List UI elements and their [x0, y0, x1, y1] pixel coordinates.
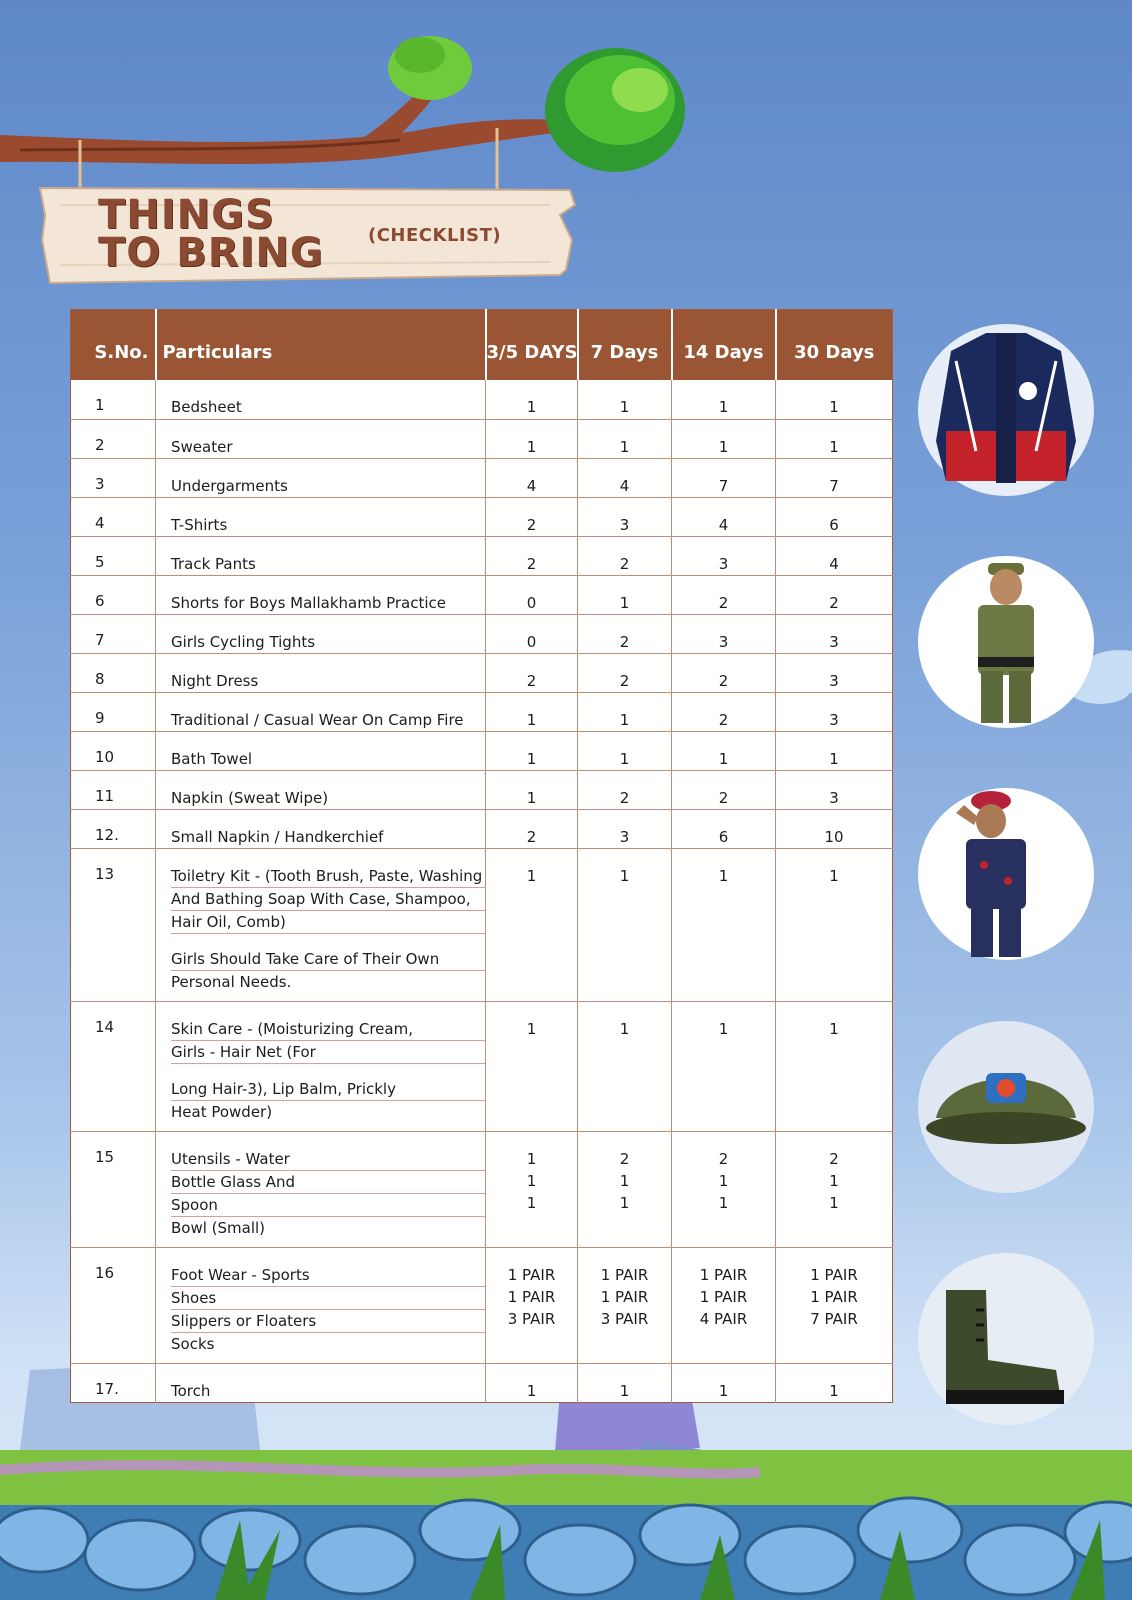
quantity-cell-d7: [578, 653, 672, 692]
quantity-value: 3: [829, 710, 839, 729]
particulars-line: Small Napkin / Handkerchief: [171, 827, 384, 846]
quantity-value: 2: [619, 788, 630, 807]
quantity-value: 1: [829, 1171, 839, 1190]
quantity-cell-d14: [672, 1247, 776, 1363]
quantity-value: 2: [718, 1149, 729, 1168]
quantity-value: 1 PAIR: [810, 1287, 858, 1306]
quantity-value: 3: [619, 827, 630, 846]
particulars-line: Night Dress: [171, 671, 259, 690]
particulars-cell: [156, 380, 486, 419]
particulars-cell: [156, 1001, 486, 1131]
quantity-cell-d30: [776, 1247, 893, 1363]
row-number-text: 11: [95, 786, 115, 805]
quantity-cell-d14: [672, 419, 776, 458]
table-row: [71, 1247, 893, 1363]
column-header-particulars: Particulars: [156, 310, 486, 381]
quantity-value: 7 PAIR: [810, 1309, 858, 1328]
saluting-cadet-photo: [916, 785, 1096, 963]
particulars-line: Utensils - Water: [171, 1148, 485, 1171]
cap-photo: [916, 1018, 1096, 1196]
quantity-value: 2: [619, 671, 630, 690]
column-header-7-days: 7 Days: [578, 310, 672, 381]
particulars-cell: [156, 536, 486, 575]
particulars-line: Slippers or Floaters: [171, 1310, 485, 1333]
table-row: [71, 536, 893, 575]
quantity-value: 1: [619, 398, 630, 416]
column-header-sno: S.No.: [71, 310, 156, 381]
row-number-text: 2: [95, 435, 105, 454]
particulars-line: Traditional / Casual Wear On Camp Fire: [171, 710, 464, 729]
particulars-cell: [156, 497, 486, 536]
quantity-value: 4 PAIR: [699, 1309, 748, 1328]
quantity-cell-d35: [486, 692, 578, 731]
particulars-line: Bowl (Small): [171, 1218, 266, 1237]
particulars-line: Girls Should Take Care of Their Own: [171, 948, 485, 971]
table-row: [71, 770, 893, 809]
quantity-value: 1: [829, 1019, 839, 1038]
quantity-value: 3 PAIR: [507, 1309, 556, 1328]
quantity-value: 3: [718, 632, 729, 651]
quantity-cell-d30: [776, 614, 893, 653]
quantity-value: 2: [718, 788, 729, 807]
quantity-value: 1: [829, 1193, 839, 1212]
row-number: [71, 1247, 156, 1363]
quantity-cell-d14: [672, 497, 776, 536]
quantity-cell-d14: [672, 536, 776, 575]
quantity-cell-d35: [486, 614, 578, 653]
particulars-line: Napkin (Sweat Wipe): [171, 788, 329, 807]
particulars-line: Long Hair-3), Lip Balm, Prickly: [171, 1078, 485, 1101]
quantity-value: 10: [824, 827, 844, 846]
quantity-value: 1: [619, 1019, 630, 1038]
quantity-cell-d7: [578, 1363, 672, 1402]
row-number: [71, 614, 156, 653]
quantity-cell-d30: [776, 380, 893, 419]
particulars-cell: [156, 848, 486, 1001]
table-row: [71, 419, 893, 458]
quantity-cell-d30: [776, 692, 893, 731]
particulars-line: Torch: [171, 1381, 211, 1400]
quantity-cell-d35: [486, 536, 578, 575]
particulars-line: Shoes: [171, 1287, 485, 1310]
quantity-value: 3: [829, 788, 839, 807]
quantity-cell-d14: [672, 848, 776, 1001]
column-header-30-days: 30 Days: [776, 310, 893, 381]
quantity-cell-d35: [486, 419, 578, 458]
quantity-cell-d7: [578, 848, 672, 1001]
quantity-value: 3: [829, 671, 839, 690]
quantity-cell-d14: [672, 575, 776, 614]
quantity-value: 6: [829, 515, 839, 534]
quantity-value: 0: [526, 593, 537, 612]
quantity-cell-d35: [486, 1131, 578, 1247]
tree-branch: [0, 36, 685, 172]
quantity-cell-d30: [776, 1001, 893, 1131]
table-row: [71, 809, 893, 848]
row-number-text: 9: [95, 708, 105, 727]
quantity-value: 1 PAIR: [810, 1265, 858, 1284]
quantity-cell-d14: [672, 731, 776, 770]
quantity-cell-d7: [578, 419, 672, 458]
row-number: [71, 731, 156, 770]
table-row: [71, 575, 893, 614]
row-number: [71, 848, 156, 1001]
quantity-value: 1 PAIR: [507, 1265, 556, 1284]
quantity-value: 2: [526, 827, 537, 846]
quantity-value: 2: [526, 554, 537, 573]
row-number: [71, 419, 156, 458]
quantity-value: 2: [526, 671, 537, 690]
quantity-cell-d14: [672, 770, 776, 809]
row-number-text: 15: [95, 1147, 115, 1166]
quantity-value: 4: [526, 476, 537, 495]
particulars-line: Toiletry Kit - (Tooth Brush, Paste, Washing: [171, 865, 485, 888]
quantity-cell-d30: [776, 1363, 893, 1402]
line-gap: [171, 1064, 485, 1078]
quantity-cell-d7: [578, 1247, 672, 1363]
title-line-1: THINGS: [98, 192, 275, 238]
particulars-cell: [156, 770, 486, 809]
quantity-value: 1 PAIR: [600, 1287, 649, 1306]
quantity-value: 2: [718, 593, 729, 612]
quantity-cell-d7: [578, 1131, 672, 1247]
quantity-cell-d7: [578, 692, 672, 731]
particulars-cell: [156, 1131, 486, 1247]
quantity-cell-d7: [578, 380, 672, 419]
stone-wall: [0, 1498, 1132, 1600]
quantity-cell-d7: [578, 1001, 672, 1131]
quantity-value: 1 PAIR: [699, 1265, 748, 1284]
quantity-value: 1: [619, 710, 630, 729]
particulars-line: Girls - Hair Net (For: [171, 1041, 485, 1064]
quantity-value: 1: [619, 1381, 630, 1400]
table-row: [71, 731, 893, 770]
quantity-value: 2: [619, 554, 630, 573]
quantity-cell-d35: [486, 770, 578, 809]
quantity-cell-d35: [486, 731, 578, 770]
particulars-line: Skin Care - (Moisturizing Cream,: [171, 1018, 485, 1041]
particulars-cell: [156, 614, 486, 653]
particulars-line: Track Pants: [171, 554, 256, 573]
quantity-cell-d14: [672, 1363, 776, 1402]
quantity-value: 1: [526, 437, 537, 456]
particulars-line: Sweater: [171, 437, 233, 456]
quantity-value: 1: [829, 398, 839, 416]
row-number-text: 5: [95, 552, 105, 571]
quantity-cell-d35: [486, 653, 578, 692]
row-number: [71, 770, 156, 809]
quantity-value: 1: [526, 1381, 537, 1400]
particulars-line: T-Shirts: [171, 515, 228, 534]
quantity-value: 3: [619, 515, 630, 534]
quantity-value: 1: [619, 749, 630, 768]
particulars-line: Personal Needs.: [171, 972, 292, 991]
jacket-photo: [916, 321, 1096, 499]
quantity-value: 0: [526, 632, 537, 651]
row-number-text: 16: [95, 1263, 115, 1282]
quantity-cell-d7: [578, 497, 672, 536]
table-row: [71, 380, 893, 419]
quantity-value: 6: [718, 827, 729, 846]
quantity-cell-d14: [672, 1131, 776, 1247]
table-row: [71, 1363, 893, 1402]
quantity-cell-d30: [776, 536, 893, 575]
row-number: [71, 1363, 156, 1402]
quantity-value: 3: [829, 632, 839, 651]
quantity-value: 2: [619, 632, 630, 651]
quantity-cell-d14: [672, 380, 776, 419]
line-gap: [171, 934, 485, 948]
quantity-cell-d7: [578, 536, 672, 575]
quantity-value: 1 PAIR: [600, 1265, 649, 1284]
column-header-14-days: 14 Days: [672, 310, 776, 381]
quantity-value: 1 PAIR: [699, 1287, 748, 1306]
row-number-text: 8: [95, 669, 105, 688]
quantity-value: 1: [829, 1381, 839, 1400]
quantity-value: 2: [718, 671, 729, 690]
row-number: [71, 1001, 156, 1131]
quantity-cell-d7: [578, 458, 672, 497]
quantity-value: 7: [718, 476, 729, 495]
quantity-value: 1: [829, 437, 839, 456]
quantity-value: 1: [619, 866, 630, 885]
quantity-value: 1: [526, 1193, 537, 1212]
quantity-value: 2: [619, 1149, 630, 1168]
checklist-subtitle: (CHECKLIST): [368, 225, 502, 246]
quantity-cell-d14: [672, 1001, 776, 1131]
particulars-line: Shorts for Boys Mallakhamb Practice: [171, 593, 447, 612]
quantity-cell-d14: [672, 458, 776, 497]
particulars-line: Bottle Glass And: [171, 1171, 485, 1194]
quantity-value: 1: [526, 710, 537, 729]
page-title: [98, 192, 328, 276]
row-number-text: 14: [95, 1017, 115, 1036]
table-row: [71, 497, 893, 536]
quantity-cell-d30: [776, 575, 893, 614]
quantity-cell-d35: [486, 848, 578, 1001]
quantity-value: 1: [526, 749, 537, 768]
quantity-value: 1: [526, 866, 537, 885]
quantity-value: 1: [718, 1381, 729, 1400]
checklist-table: [70, 309, 893, 1403]
uniform-photo: [916, 553, 1096, 731]
row-number: [71, 809, 156, 848]
quantity-cell-d14: [672, 653, 776, 692]
table-header-row: [71, 310, 893, 381]
quantity-cell-d30: [776, 809, 893, 848]
particulars-line: Bedsheet: [171, 398, 242, 416]
row-number-text: 6: [95, 591, 105, 610]
title-line-2: TO BRING: [98, 230, 324, 276]
particulars-cell: [156, 1363, 486, 1402]
particulars-cell: [156, 575, 486, 614]
quantity-cell-d7: [578, 770, 672, 809]
quantity-cell-d30: [776, 419, 893, 458]
quantity-value: 1 PAIR: [507, 1287, 556, 1306]
row-number: [71, 380, 156, 419]
quantity-value: 1: [829, 866, 839, 885]
checklist-body: [71, 380, 893, 1402]
quantity-cell-d30: [776, 848, 893, 1001]
quantity-cell-d30: [776, 731, 893, 770]
quantity-cell-d35: [486, 1001, 578, 1131]
particulars-line: Socks: [171, 1334, 215, 1353]
quantity-value: 1: [718, 1171, 729, 1190]
table-row: [71, 614, 893, 653]
quantity-value: 1: [718, 1193, 729, 1212]
quantity-value: 1: [619, 593, 630, 612]
particulars-cell: [156, 1247, 486, 1363]
quantity-cell-d35: [486, 458, 578, 497]
quantity-value: 1: [619, 437, 630, 456]
row-number: [71, 458, 156, 497]
quantity-value: 1: [718, 749, 729, 768]
particulars-line: Girls Cycling Tights: [171, 632, 316, 651]
quantity-value: 2: [718, 710, 729, 729]
row-number-text: 13: [95, 864, 115, 883]
table-row: [71, 1001, 893, 1131]
particulars-cell: [156, 731, 486, 770]
quantity-cell-d7: [578, 614, 672, 653]
quantity-value: 2: [829, 1149, 839, 1168]
column-header-3-5-days: 3/5 DAYS: [486, 310, 578, 381]
quantity-value: 4: [718, 515, 729, 534]
table-row: [71, 1131, 893, 1247]
table-row: [71, 458, 893, 497]
table-row: [71, 692, 893, 731]
particulars-cell: [156, 419, 486, 458]
particulars-cell: [156, 653, 486, 692]
particulars-cell: [156, 458, 486, 497]
row-number: [71, 692, 156, 731]
row-number-text: 12.: [95, 825, 119, 844]
quantity-cell-d30: [776, 1131, 893, 1247]
quantity-cell-d7: [578, 575, 672, 614]
quantity-value: 1: [526, 1171, 537, 1190]
row-number-text: 10: [95, 747, 115, 766]
row-number-text: 17.: [95, 1379, 119, 1398]
row-number: [71, 497, 156, 536]
row-number: [71, 536, 156, 575]
quantity-cell-d30: [776, 497, 893, 536]
particulars-line: And Bathing Soap With Case, Shampoo,: [171, 888, 485, 911]
row-number-text: 1: [95, 396, 105, 414]
quantity-value: 7: [829, 476, 839, 495]
quantity-cell-d35: [486, 380, 578, 419]
quantity-cell-d35: [486, 1363, 578, 1402]
quantity-value: 1: [526, 1149, 537, 1168]
table-row: [71, 653, 893, 692]
quantity-cell-d7: [578, 809, 672, 848]
row-number-text: 7: [95, 630, 105, 649]
quantity-value: 1: [619, 1171, 630, 1190]
quantity-value: 1: [526, 788, 537, 807]
quantity-value: 3 PAIR: [600, 1309, 649, 1328]
particulars-line: Undergarments: [171, 476, 288, 495]
particulars-line: Spoon: [171, 1194, 485, 1217]
quantity-cell-d30: [776, 458, 893, 497]
quantity-value: 1: [718, 437, 729, 456]
quantity-value: 1: [718, 866, 729, 885]
quantity-value: 1: [619, 1193, 630, 1212]
quantity-cell-d30: [776, 653, 893, 692]
quantity-value: 1: [526, 1019, 537, 1038]
quantity-value: 1: [829, 749, 839, 768]
particulars-line: Heat Powder): [171, 1102, 273, 1121]
row-number: [71, 1131, 156, 1247]
row-number-text: 3: [95, 474, 105, 493]
quantity-cell-d35: [486, 1247, 578, 1363]
row-number: [71, 575, 156, 614]
quantity-cell-d35: [486, 809, 578, 848]
quantity-value: 4: [829, 554, 839, 573]
particulars-cell: [156, 692, 486, 731]
row-number-text: 4: [95, 513, 105, 532]
row-number: [71, 653, 156, 692]
quantity-cell-d14: [672, 614, 776, 653]
quantity-cell-d7: [578, 731, 672, 770]
particulars-cell: [156, 809, 486, 848]
quantity-cell-d35: [486, 497, 578, 536]
quantity-value: 4: [619, 476, 630, 495]
particulars-line: Hair Oil, Comb): [171, 911, 485, 934]
particulars-line: Bath Towel: [171, 749, 253, 768]
quantity-cell-d35: [486, 575, 578, 614]
quantity-value: 1: [526, 398, 537, 416]
quantity-cell-d14: [672, 692, 776, 731]
quantity-cell-d14: [672, 809, 776, 848]
quantity-value: 1: [718, 398, 729, 416]
quantity-value: 2: [829, 593, 839, 612]
boots-photo: [916, 1250, 1096, 1428]
quantity-value: 3: [718, 554, 729, 573]
quantity-value: 1: [718, 1019, 729, 1038]
quantity-value: 2: [526, 515, 537, 534]
table-row: [71, 848, 893, 1001]
particulars-line: Foot Wear - Sports: [171, 1264, 485, 1287]
quantity-cell-d30: [776, 770, 893, 809]
